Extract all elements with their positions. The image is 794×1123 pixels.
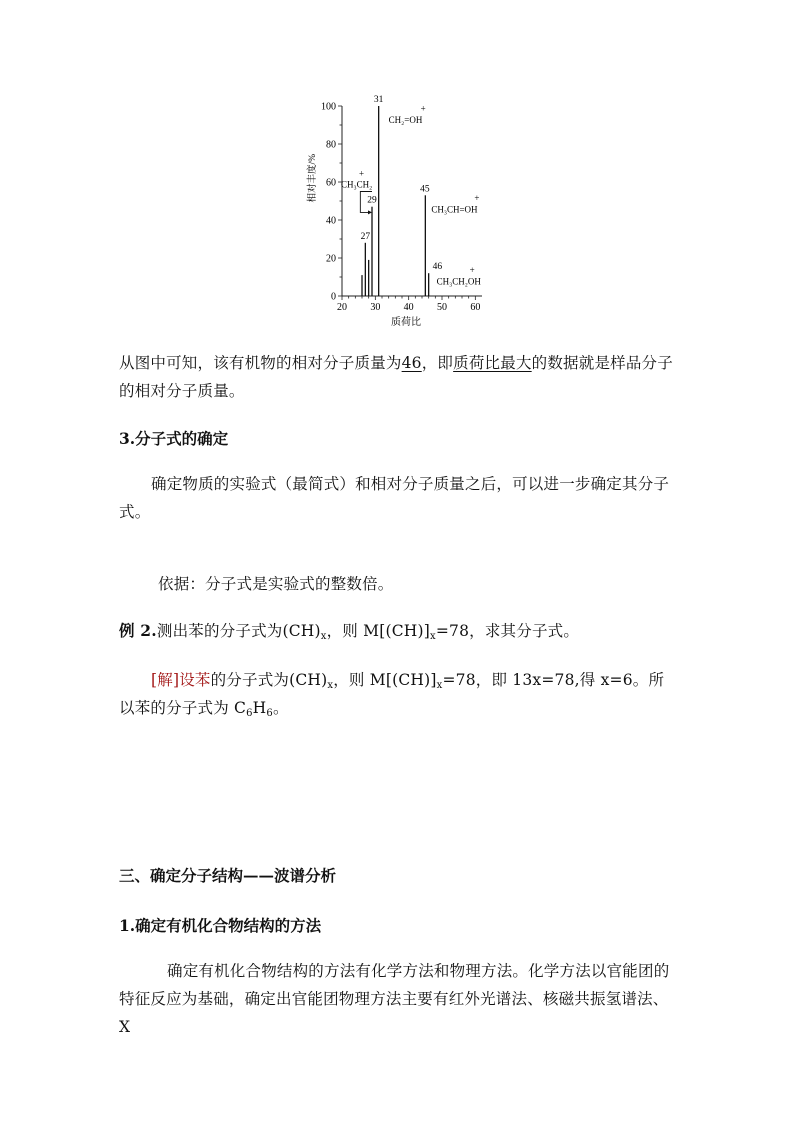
x-tick-label: 30 <box>370 302 381 313</box>
fragment-label-29: CH₃CH₂ <box>341 179 373 190</box>
p1-value-46: 46 <box>401 354 422 372</box>
peak-label: 27 <box>360 231 371 242</box>
p1-text-b: ，即 <box>421 354 454 372</box>
sol-sub-x1: x <box>327 680 334 691</box>
example-label: 例 2. <box>119 621 157 640</box>
ex2-text-a: 测出苯的分子式为(CH) <box>156 622 321 640</box>
sol-text-b: ，则 M[(CH)] <box>333 671 437 689</box>
y-axis-label: 相对丰度/% <box>308 153 318 203</box>
x-tick-label: 60 <box>470 302 481 313</box>
y-tick-label: 0 <box>331 291 336 303</box>
ex2-sub-x1: x <box>320 631 327 642</box>
paragraph-basis: 依据：分子式是实验式的整数倍。 <box>158 575 394 593</box>
fragment-label-46: CH₃CH₂OH <box>436 276 481 287</box>
paragraph-formula-determination: 确定物质的实验式（最简式）和相对分子质量之后，可以进一步确定其分子式。 <box>119 475 670 521</box>
x-tick-label: 20 <box>337 302 347 313</box>
x-tick-label: 50 <box>437 302 447 313</box>
fragment-plus-45: + <box>474 193 480 203</box>
p1-text-a: 从图中可知，该有机物的相对分子质量为 <box>119 354 402 372</box>
y-tick-label: 20 <box>326 253 336 265</box>
mass-spectrum-chart <box>300 92 500 332</box>
fragment-plus-46: + <box>469 265 475 276</box>
y-tick-label: 80 <box>326 139 336 151</box>
sol-sub-x2: x <box>436 680 443 691</box>
p1-underlined-phrase: 质荷比最大 <box>453 354 532 372</box>
sol-text-h: H <box>252 699 267 717</box>
paragraph-structure-methods: 确定有机化合物结构的方法有化学方法和物理方法。化学方法以官能团的特征反应为基础，确定出官能团物理方法主要有红外光谱法、核磁共振氢谱法、X <box>119 962 670 1036</box>
peak-label: 29 <box>367 195 377 206</box>
peak-label: 31 <box>373 95 384 105</box>
x-axis-label: 质荷比 <box>391 317 421 328</box>
sol-text-c: =78，即 13x=78,得 x=6。所以苯的分子式为 C <box>119 671 665 717</box>
example-2 <box>119 617 675 645</box>
x-tick-label: 40 <box>403 302 414 313</box>
mass-spectrum-svg <box>300 92 500 332</box>
solution-label: [解] <box>151 671 180 689</box>
sol-sub-6a: 6 <box>246 708 253 719</box>
sol-text-end: 。 <box>272 699 289 717</box>
solution-red-text: 设苯 <box>179 671 211 689</box>
heading-structure-analysis: 三、确定分子结构——波谱分析 <box>119 866 337 885</box>
y-tick-label: 40 <box>326 215 336 227</box>
y-tick-label: 100 <box>321 101 336 113</box>
ex2-text-c: =78，求其分子式。 <box>435 622 580 640</box>
fragment-label-45: CH₃CH=OH <box>431 204 478 215</box>
fragment-plus-29: + <box>359 168 365 179</box>
y-tick-label: 60 <box>326 177 336 189</box>
p1-text-d: 的数据就是样品分子的相对分子质量。 <box>119 354 673 400</box>
heading-molecular-formula: 3.分子式的确定 <box>119 429 229 448</box>
peak-label: 45 <box>420 184 430 195</box>
paragraph-molecular-mass <box>119 349 675 405</box>
fragment-label-31: CH₂=OH <box>388 115 423 126</box>
ex2-sub-x2: x <box>429 631 436 642</box>
ex2-text-b: ，则 M[(CH)] <box>326 622 430 640</box>
solution-paragraph <box>119 666 675 722</box>
sol-sub-6b: 6 <box>266 708 273 719</box>
fragment-plus-31: + <box>420 103 426 114</box>
sol-text-a: 的分子式为(CH) <box>210 671 328 689</box>
heading-structure-methods: 1.确定有机化合物结构的方法 <box>119 916 322 935</box>
peak-label: 46 <box>432 262 443 273</box>
